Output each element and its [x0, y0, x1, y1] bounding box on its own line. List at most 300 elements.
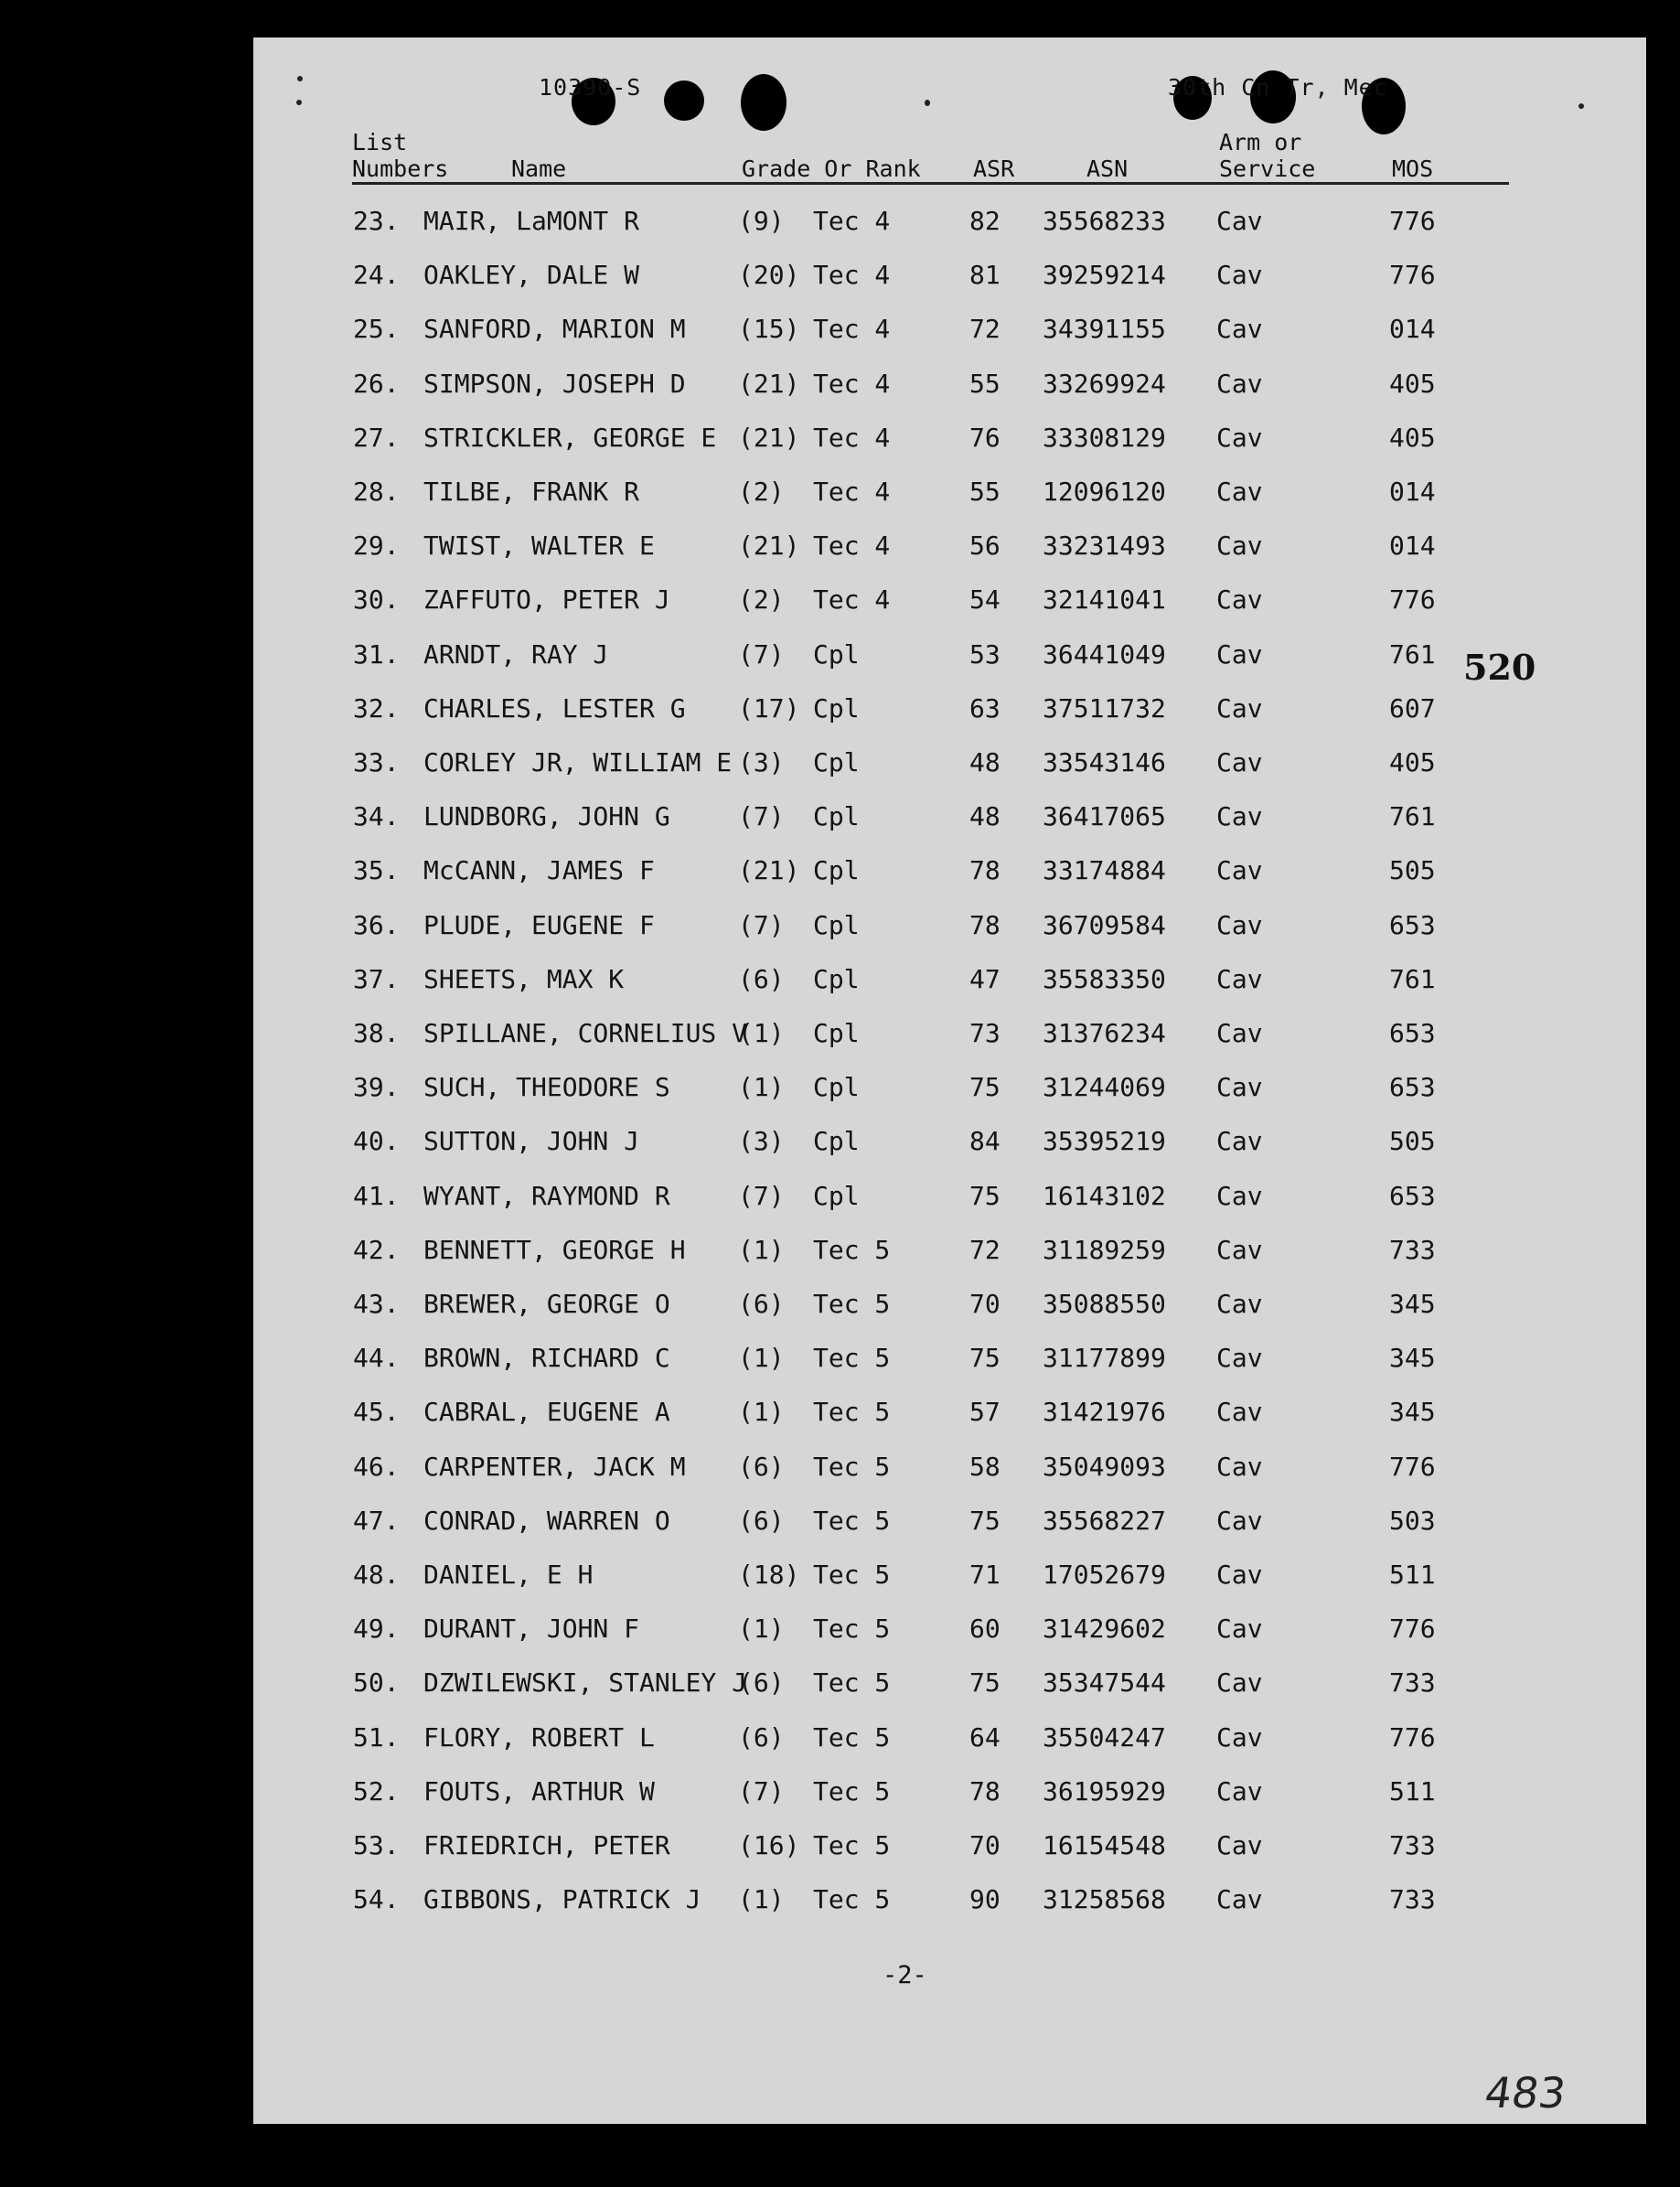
cell-mos: 653: [1389, 909, 1436, 940]
cell-asn: 31177899: [1043, 1343, 1166, 1374]
cell-asr: 71: [969, 1560, 1001, 1590]
cell-asn: 17052679: [1043, 1560, 1166, 1590]
col-list-numbers: List Numbers: [352, 129, 449, 182]
cell-num: 40.: [353, 1126, 400, 1157]
cell-name: CABRAL, EUGENE A: [423, 1397, 670, 1428]
cell-name: OAKLEY, DALE W: [423, 260, 640, 291]
table-row: [253, 1884, 1646, 1938]
cell-asr: 81: [969, 260, 1001, 291]
cell-asn: 35568227: [1043, 1505, 1166, 1536]
cell-code: (3): [738, 1126, 785, 1157]
cell-arm: Cav: [1216, 260, 1263, 291]
cell-rank: Cpl: [813, 1072, 860, 1103]
cell-mos: 653: [1389, 1018, 1436, 1048]
cell-mos: 511: [1389, 1560, 1436, 1590]
cell-arm: Cav: [1216, 909, 1263, 940]
cell-asn: 35395219: [1043, 1126, 1166, 1157]
cell-code: (1): [738, 1343, 785, 1374]
table-row: [253, 260, 1646, 314]
cell-num: 32.: [353, 692, 400, 724]
document-page: [253, 38, 1646, 2124]
cell-code: (21): [738, 531, 800, 562]
cell-asn: 16143102: [1043, 1180, 1166, 1211]
table-row: [253, 1072, 1646, 1126]
cell-name: FOUTS, ARTHUR W: [423, 1775, 655, 1806]
col-grade: Grade Or Rank: [742, 155, 921, 182]
document-reference: 10390-S: [539, 74, 642, 101]
cell-asn: 36417065: [1043, 801, 1166, 832]
cell-num: 25.: [353, 314, 400, 345]
cell-asr: 75: [969, 1505, 1001, 1536]
cell-asr: 47: [969, 963, 1001, 994]
cell-asr: 75: [969, 1072, 1001, 1103]
cell-arm: Cav: [1216, 1884, 1263, 1915]
cell-name: TILBE, FRANK R: [423, 477, 640, 507]
table-row: [253, 1830, 1646, 1884]
cell-num: 42.: [353, 1234, 400, 1265]
cell-code: (16): [738, 1830, 800, 1860]
cell-asr: 60: [969, 1613, 1001, 1645]
cell-name: SANFORD, MARION M: [423, 314, 686, 345]
cell-mos: 345: [1389, 1343, 1436, 1374]
cell-asn: 37511732: [1043, 692, 1166, 724]
cell-code: (2): [738, 584, 785, 616]
table-row: [253, 1560, 1646, 1613]
cell-arm: Cav: [1216, 477, 1263, 507]
cell-asn: 16154548: [1043, 1830, 1166, 1860]
cell-num: 53.: [353, 1830, 400, 1860]
table-row: [253, 206, 1646, 260]
cell-asr: 82: [969, 206, 1001, 236]
cell-asr: 55: [969, 368, 1001, 399]
cell-code: (21): [738, 368, 800, 399]
cell-asr: 58: [969, 1451, 1001, 1482]
cell-num: 50.: [353, 1667, 400, 1699]
cell-name: BENNETT, GEORGE H: [423, 1234, 686, 1265]
col-mos: MOS: [1392, 155, 1434, 182]
cell-num: 34.: [353, 801, 400, 832]
cell-arm: Cav: [1216, 1775, 1263, 1806]
cell-rank: Cpl: [813, 638, 860, 670]
table-row: [253, 1126, 1646, 1180]
cell-arm: Cav: [1216, 1667, 1263, 1699]
cell-asn: 35088550: [1043, 1289, 1166, 1319]
table-row: [253, 801, 1646, 855]
cell-rank: Tec 5: [813, 1721, 891, 1753]
table-row: [253, 1289, 1646, 1343]
cell-arm: Cav: [1216, 314, 1263, 345]
cell-arm: Cav: [1216, 855, 1263, 886]
cell-rank: Cpl: [813, 1018, 860, 1048]
folio-number: 483: [1482, 2068, 1569, 2117]
cell-asn: 31189259: [1043, 1234, 1166, 1265]
cell-mos: 776: [1389, 584, 1436, 616]
cell-rank: Tec 4: [813, 368, 891, 399]
cell-asn: 36195929: [1043, 1775, 1166, 1806]
cell-mos: 653: [1389, 1072, 1436, 1103]
cell-rank: Tec 5: [813, 1343, 891, 1374]
cell-asn: 35568233: [1043, 206, 1166, 236]
cell-mos: 776: [1389, 206, 1436, 236]
cell-name: SUTTON, JOHN J: [423, 1126, 640, 1157]
cell-rank: Tec 4: [813, 584, 891, 616]
cell-name: SIMPSON, JOSEPH D: [423, 368, 686, 399]
cell-name: WYANT, RAYMOND R: [423, 1180, 670, 1211]
table-row: [253, 1343, 1646, 1397]
cell-num: 35.: [353, 855, 400, 886]
cell-arm: Cav: [1216, 1343, 1263, 1374]
cell-num: 47.: [353, 1505, 400, 1536]
cell-asn: 33231493: [1043, 531, 1166, 562]
cell-name: CORLEY JR, WILLIAM E: [423, 747, 733, 777]
cell-name: CHARLES, LESTER G: [423, 692, 686, 724]
page-number: -2-: [883, 1961, 927, 1989]
cell-asr: 70: [969, 1289, 1001, 1319]
cell-asr: 72: [969, 314, 1001, 345]
cell-arm: Cav: [1216, 1560, 1263, 1590]
cell-rank: Tec 5: [813, 1667, 891, 1699]
cell-num: 43.: [353, 1289, 400, 1319]
cell-asn: 31258568: [1043, 1884, 1166, 1915]
cell-code: (6): [738, 1721, 785, 1753]
cell-code: (1): [738, 1234, 785, 1265]
cell-asr: 76: [969, 422, 1001, 453]
cell-code: (6): [738, 1289, 785, 1319]
cell-name: CONRAD, WARREN O: [423, 1505, 670, 1536]
table-row: [253, 1397, 1646, 1451]
cell-rank: Tec 5: [813, 1451, 891, 1482]
col-name: Name: [511, 155, 567, 182]
cell-name: TWIST, WALTER E: [423, 531, 655, 562]
cell-asn: 39259214: [1043, 260, 1166, 291]
cell-mos: 776: [1389, 1613, 1436, 1645]
cell-name: McCANN, JAMES F: [423, 855, 655, 886]
cell-rank: Cpl: [813, 747, 860, 777]
col-arm-service: Arm or Service: [1219, 129, 1316, 182]
cell-rank: Cpl: [813, 909, 860, 940]
cell-asn: 36441049: [1043, 638, 1166, 670]
punch-hole-3: [741, 74, 786, 131]
cell-asr: 78: [969, 855, 1001, 886]
cell-code: (6): [738, 1451, 785, 1482]
cell-name: GIBBONS, PATRICK J: [423, 1884, 701, 1915]
cell-rank: Cpl: [813, 1180, 860, 1211]
unit-designation: 30th Cn Tr, Mec: [1168, 74, 1388, 101]
cell-name: LUNDBORG, JOHN G: [423, 801, 670, 832]
cell-mos: 503: [1389, 1505, 1436, 1536]
cell-mos: 733: [1389, 1667, 1436, 1699]
cell-arm: Cav: [1216, 1180, 1263, 1211]
cell-code: (17): [738, 692, 800, 724]
cell-mos: 733: [1389, 1234, 1436, 1265]
cell-mos: 405: [1389, 368, 1436, 399]
cell-num: 28.: [353, 477, 400, 507]
table-row: [253, 855, 1646, 909]
cell-code: (21): [738, 855, 800, 886]
cell-mos: 761: [1389, 963, 1436, 994]
cell-code: (6): [738, 1505, 785, 1536]
cell-arm: Cav: [1216, 1505, 1263, 1536]
cell-name: CARPENTER, JACK M: [423, 1451, 686, 1482]
cell-asn: 33174884: [1043, 855, 1166, 886]
table-row: [253, 1667, 1646, 1721]
cell-arm: Cav: [1216, 1234, 1263, 1265]
cell-rank: Tec 4: [813, 477, 891, 507]
cell-name: MAIR, LaMONT R: [423, 206, 640, 236]
cell-asn: 12096120: [1043, 477, 1166, 507]
cell-num: 36.: [353, 909, 400, 940]
cell-asn: 31244069: [1043, 1072, 1166, 1103]
cell-rank: Tec 5: [813, 1775, 891, 1806]
cell-mos: 511: [1389, 1775, 1436, 1806]
cell-code: (6): [738, 1667, 785, 1699]
table-row: [253, 964, 1646, 1018]
cell-arm: Cav: [1216, 1721, 1263, 1753]
cell-asr: 78: [969, 909, 1001, 940]
cell-asr: 84: [969, 1126, 1001, 1157]
cell-mos: 776: [1389, 1451, 1436, 1482]
cell-code: (7): [738, 801, 785, 832]
margin-number: 520: [1463, 647, 1536, 688]
table-row: [253, 1722, 1646, 1776]
cell-arm: Cav: [1216, 531, 1263, 562]
cell-rank: Tec 4: [813, 531, 891, 562]
cell-arm: Cav: [1216, 638, 1263, 670]
cell-arm: Cav: [1216, 422, 1263, 453]
cell-asn: 33543146: [1043, 747, 1166, 777]
cell-asr: 55: [969, 477, 1001, 507]
cell-asn: 31421976: [1043, 1397, 1166, 1428]
cell-code: (3): [738, 747, 785, 777]
cell-rank: Tec 5: [813, 1234, 891, 1265]
cell-name: STRICKLER, GEORGE E: [423, 422, 717, 453]
cell-rank: Cpl: [813, 801, 860, 832]
cell-code: (2): [738, 477, 785, 507]
cell-asn: 34391155: [1043, 314, 1166, 345]
cell-asn: 31376234: [1043, 1018, 1166, 1048]
cell-code: (1): [738, 1397, 785, 1428]
cell-rank: Tec 4: [813, 422, 891, 453]
cell-arm: Cav: [1216, 747, 1263, 777]
cell-num: 54.: [353, 1884, 400, 1915]
cell-num: 29.: [353, 531, 400, 562]
cell-asr: 73: [969, 1018, 1001, 1048]
cell-arm: Cav: [1216, 1126, 1263, 1157]
cell-num: 23.: [353, 206, 400, 236]
cell-num: 52.: [353, 1775, 400, 1806]
cell-code: (18): [738, 1560, 800, 1590]
cell-asn: 32141041: [1043, 584, 1166, 616]
cell-asn: 33308129: [1043, 422, 1166, 453]
cell-mos: 776: [1389, 260, 1436, 291]
cell-num: 45.: [353, 1397, 400, 1428]
cell-num: 30.: [353, 584, 400, 616]
cell-asr: 75: [969, 1667, 1001, 1699]
cell-name: ARNDT, RAY J: [423, 638, 609, 670]
cell-mos: 345: [1389, 1397, 1436, 1428]
table-row: [253, 1613, 1646, 1667]
table-row: [253, 531, 1646, 584]
cell-name: BREWER, GEORGE O: [423, 1289, 670, 1319]
cell-arm: Cav: [1216, 1072, 1263, 1103]
cell-code: (7): [738, 1180, 785, 1211]
table-row: [253, 1181, 1646, 1235]
table-row: [253, 1452, 1646, 1506]
cell-asr: 56: [969, 531, 1001, 562]
cell-asn: 36709584: [1043, 909, 1166, 940]
cell-code: (15): [738, 314, 800, 345]
cell-arm: Cav: [1216, 963, 1263, 994]
cell-mos: 014: [1389, 531, 1436, 562]
cell-num: 49.: [353, 1613, 400, 1645]
punch-hole-2: [664, 80, 704, 121]
cell-mos: 761: [1389, 638, 1436, 670]
cell-rank: Tec 5: [813, 1613, 891, 1645]
cell-num: 26.: [353, 368, 400, 399]
table-row: [253, 584, 1646, 638]
cell-mos: 761: [1389, 801, 1436, 832]
cell-num: 51.: [353, 1721, 400, 1753]
cell-num: 37.: [353, 963, 400, 994]
cell-rank: Tec 5: [813, 1884, 891, 1915]
table-row: [253, 639, 1646, 693]
cell-name: SUCH, THEODORE S: [423, 1072, 670, 1103]
cell-rank: Tec 4: [813, 206, 891, 236]
cell-code: (6): [738, 963, 785, 994]
cell-arm: Cav: [1216, 1451, 1263, 1482]
cell-code: (9): [738, 206, 785, 236]
cell-num: 44.: [353, 1343, 400, 1374]
cell-arm: Cav: [1216, 584, 1263, 616]
cell-name: DZWILEWSKI, STANLEY J: [423, 1667, 748, 1699]
cell-asr: 57: [969, 1397, 1001, 1428]
cell-mos: 014: [1389, 477, 1436, 507]
cell-num: 31.: [353, 638, 400, 670]
cell-name: SPILLANE, CORNELIUS V: [423, 1018, 748, 1048]
cell-code: (7): [738, 909, 785, 940]
cell-mos: 505: [1389, 855, 1436, 886]
cell-code: (1): [738, 1884, 785, 1915]
table-row: [253, 314, 1646, 368]
cell-asr: 90: [969, 1884, 1001, 1915]
table-row: [253, 1235, 1646, 1289]
cell-num: 33.: [353, 747, 400, 777]
cell-rank: Tec 5: [813, 1397, 891, 1428]
cell-arm: Cav: [1216, 801, 1263, 832]
cell-rank: Cpl: [813, 1126, 860, 1157]
cell-num: 41.: [353, 1180, 400, 1211]
cell-mos: 405: [1389, 422, 1436, 453]
cell-rank: Cpl: [813, 855, 860, 886]
cell-num: 48.: [353, 1560, 400, 1590]
cell-rank: Tec 5: [813, 1505, 891, 1536]
cell-rank: Tec 5: [813, 1289, 891, 1319]
cell-arm: Cav: [1216, 1397, 1263, 1428]
table-row: [253, 910, 1646, 964]
cell-name: FLORY, ROBERT L: [423, 1721, 655, 1753]
header-rule: [352, 182, 1509, 185]
cell-code: (20): [738, 260, 800, 291]
cell-arm: Cav: [1216, 1018, 1263, 1048]
cell-asr: 48: [969, 801, 1001, 832]
cell-num: 27.: [353, 422, 400, 453]
cell-arm: Cav: [1216, 206, 1263, 236]
cell-mos: 776: [1389, 1721, 1436, 1753]
cell-mos: 653: [1389, 1180, 1436, 1211]
cell-asn: 31429602: [1043, 1613, 1166, 1645]
cell-num: 38.: [353, 1018, 400, 1048]
cell-asr: 70: [969, 1830, 1001, 1860]
cell-mos: 733: [1389, 1884, 1436, 1915]
cell-rank: Cpl: [813, 963, 860, 994]
cell-name: FRIEDRICH, PETER: [423, 1830, 670, 1860]
cell-name: PLUDE, EUGENE F: [423, 909, 655, 940]
cell-arm: Cav: [1216, 368, 1263, 399]
cell-code: (1): [738, 1613, 785, 1645]
cell-name: BROWN, RICHARD C: [423, 1343, 670, 1374]
table-row: [253, 1018, 1646, 1072]
table-row: [253, 477, 1646, 531]
cell-asn: 35049093: [1043, 1451, 1166, 1482]
table-row: [253, 747, 1646, 801]
col-asr: ASR: [973, 155, 1015, 182]
cell-code: (21): [738, 422, 800, 453]
cell-asr: 53: [969, 638, 1001, 670]
cell-asr: 63: [969, 692, 1001, 724]
cell-mos: 014: [1389, 314, 1436, 345]
table-row: [253, 423, 1646, 477]
cell-asn: 33269924: [1043, 368, 1166, 399]
cell-num: 39.: [353, 1072, 400, 1103]
cell-asr: 48: [969, 747, 1001, 777]
cell-asr: 64: [969, 1721, 1001, 1753]
cell-code: (1): [738, 1072, 785, 1103]
table-row: [253, 369, 1646, 423]
cell-asr: 78: [969, 1775, 1001, 1806]
cell-mos: 607: [1389, 692, 1436, 724]
cell-arm: Cav: [1216, 1830, 1263, 1860]
cell-code: (7): [738, 1775, 785, 1806]
cell-asn: 35583350: [1043, 963, 1166, 994]
cell-asn: 35347544: [1043, 1667, 1166, 1699]
cell-asr: 54: [969, 584, 1001, 616]
table-row: [253, 1776, 1646, 1830]
col-asn: ASN: [1086, 155, 1129, 182]
table-row: [253, 1506, 1646, 1560]
cell-arm: Cav: [1216, 1613, 1263, 1645]
cell-name: SHEETS, MAX K: [423, 963, 625, 994]
cell-name: DANIEL, E H: [423, 1560, 594, 1590]
cell-mos: 505: [1389, 1126, 1436, 1157]
cell-rank: Cpl: [813, 692, 860, 724]
cell-asr: 75: [969, 1180, 1001, 1211]
cell-arm: Cav: [1216, 1289, 1263, 1319]
cell-name: DURANT, JOHN F: [423, 1613, 640, 1645]
cell-code: (7): [738, 638, 785, 670]
cell-rank: Tec 4: [813, 314, 891, 345]
cell-mos: 405: [1389, 747, 1436, 777]
cell-rank: Tec 5: [813, 1560, 891, 1590]
cell-asr: 75: [969, 1343, 1001, 1374]
cell-rank: Tec 4: [813, 260, 891, 291]
cell-arm: Cav: [1216, 692, 1263, 724]
cell-mos: 733: [1389, 1830, 1436, 1860]
cell-mos: 345: [1389, 1289, 1436, 1319]
table-row: [253, 693, 1646, 747]
cell-name: ZAFFUTO, PETER J: [423, 584, 670, 616]
cell-num: 24.: [353, 260, 400, 291]
cell-code: (1): [738, 1018, 785, 1048]
